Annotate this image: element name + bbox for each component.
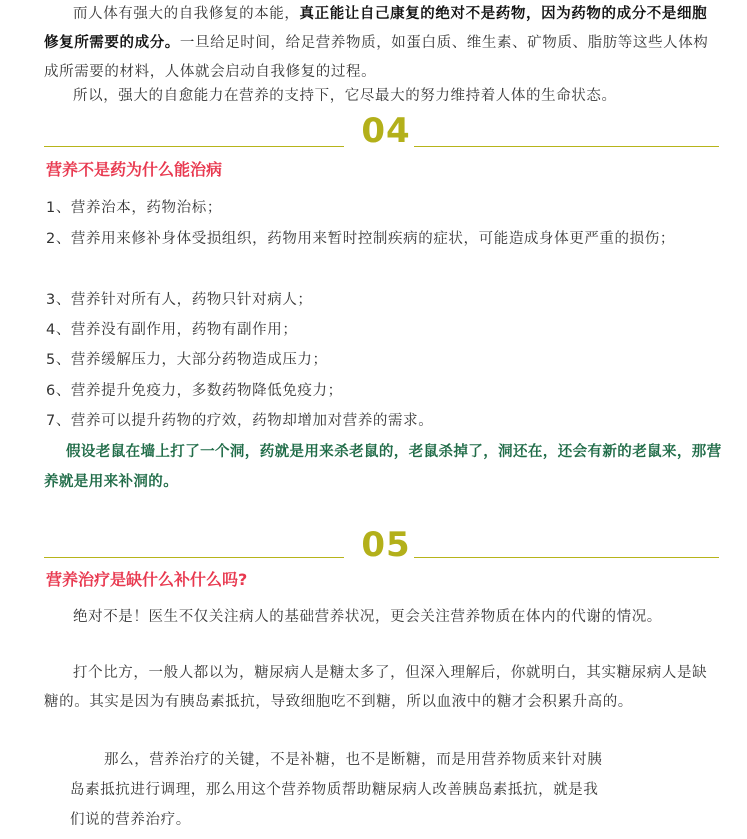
divider-line-left [44,146,344,147]
section-number: 04 [361,111,411,151]
section-05-title: 营养治疗是缺什么补什么吗? [46,570,248,589]
list-item-2: 2、营养用来修补身体受损组织，药物用来暂时控制疾病的症状，可能造成身体更严重的损伤； [46,231,675,247]
intro-text-end: 一旦给足时间，给足营养物质，如蛋白质、维生素、矿物质、脂肪等这些人体构成所需要的材料，人体就会启动自我修复的过程。 [44,35,709,80]
section-04-title: 营养不是药为什么能治病 [46,160,223,179]
section-divider-04 [44,111,719,157]
section-05-paragraph-3-line-3: 们说的营养治疗。 [70,812,191,828]
analogy-highlight: 假设老鼠在墙上打了一个洞，药就是用来杀老鼠的，老鼠杀掉了，洞还在，还会有新的老鼠来，那营养就是用来补洞的。 [44,444,722,490]
intro-paragraph-2: 所以，强大的自愈能力在营养的支持下，它尽最大的努力维持着人体的生命状态。 [73,88,617,104]
intro-text-bold: 真正能让自己康复的绝对不是药物，因为药物的成分不是细胞修复所需要的成分。 [44,6,708,51]
intro-text-start: 而人体有强大的自我修复的本能， [73,6,300,22]
section-divider-05 [44,525,719,571]
section-05-paragraph-2: 打个比方，一般人都以为，糖尿病人是糖太多了，但深入理解后，你就明白，其实糖尿病人是缺糖的。其实是因为有胰岛素抵抗，导致细胞吃不到糖，所以血液中的糖才会积累升高的。 [44,665,708,710]
divider-line-right [414,557,719,558]
section-number: 05 [361,525,411,565]
list-item-1: 1、营养治本，药物治标； [46,200,222,216]
section-05-paragraph-1: 绝对不是！医生不仅关注病人的基础营养状况，更会关注营养物质在体内的代谢的情况。 [73,609,662,625]
list-item-5: 5、营养缓解压力，大部分药物造成压力； [46,352,328,368]
divider-line-left [44,557,344,558]
list-item-3: 3、营养针对所有人，药物只针对病人； [46,292,313,308]
list-item-4: 4、营养没有副作用，药物有副作用； [46,322,298,338]
list-item-7: 7、营养可以提升药物的疗效，药物却增加对营养的需求。 [46,413,434,429]
section-05-paragraph-3-line-2: 岛素抵抗进行调理，那么用这个营养物质帮助糖尿病人改善胰岛素抵抗，就是我 [70,782,599,798]
intro-paragraph-1 [44,0,712,87]
section-05-paragraph-3-line-1: 那么，营养治疗的关键，不是补糖，也不是断糖，而是用营养物质来针对胰 [104,752,603,768]
list-item-6: 6、营养提升免疫力，多数药物降低免疫力； [46,383,343,399]
divider-line-right [414,146,719,147]
